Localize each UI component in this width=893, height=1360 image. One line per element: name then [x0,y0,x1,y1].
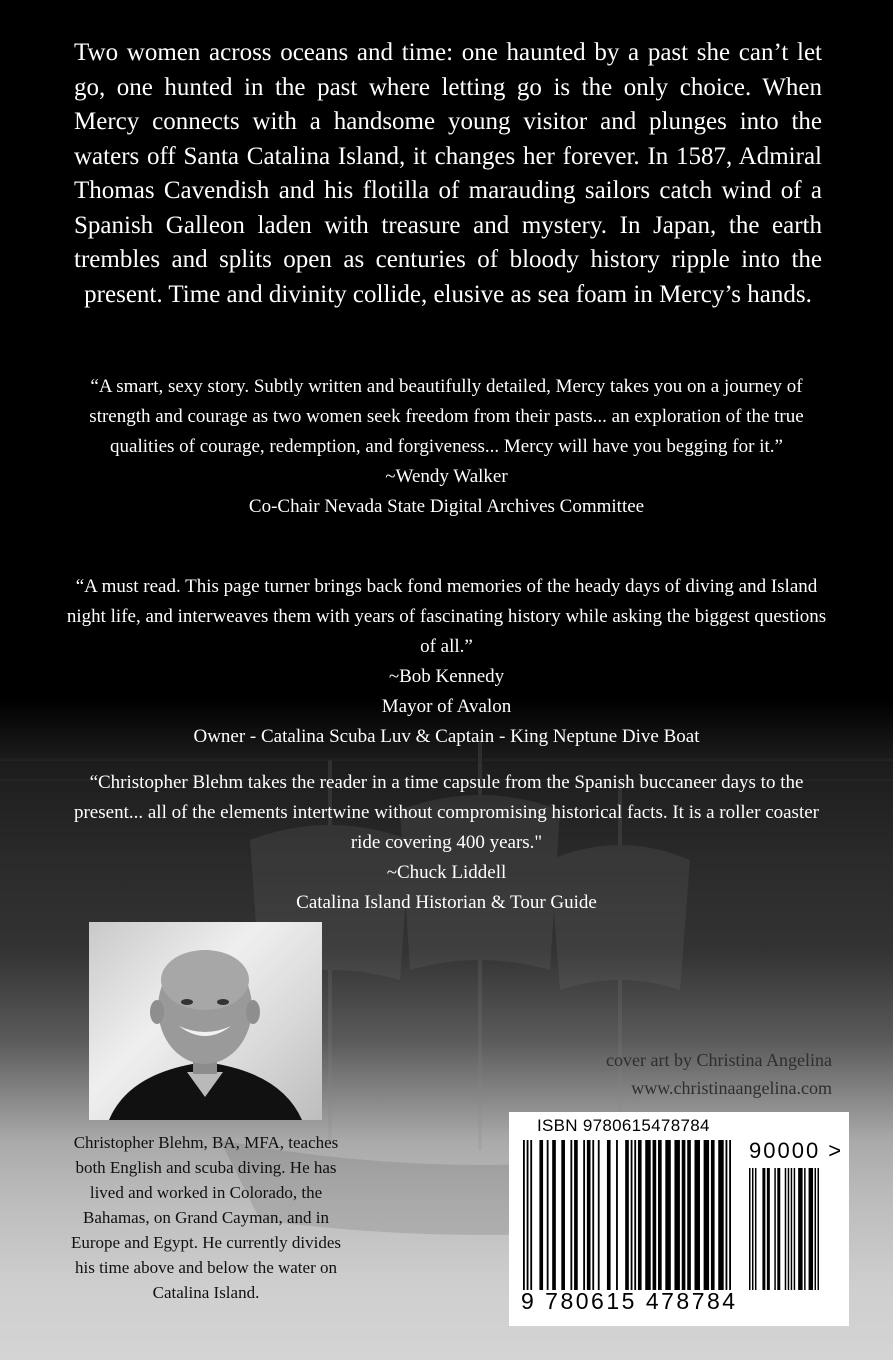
barcode-bar [645,1140,650,1290]
barcode-bar [752,1168,753,1290]
barcode-bar [634,1140,636,1290]
barcode-bar [718,1140,723,1290]
barcode-bar [552,1140,556,1290]
barcode-bar [539,1140,543,1290]
barcode-bar [658,1140,662,1290]
barcode-bar [729,1140,731,1290]
barcode-bar [665,1140,670,1290]
barcode-bar [674,1140,679,1290]
barcode-bar [704,1140,709,1290]
barcode-bar [583,1140,585,1290]
barcode-bar [625,1140,629,1290]
barcode-bar [587,1140,591,1290]
review-quote-author-title: Co-Chair Nevada State Digital Archives Committee [248,496,645,517]
barcode-bar [570,1140,572,1290]
barcode-bar [561,1140,565,1290]
book-blurb: Two women across oceans and time: one haunted by a past she can’t let go, one hunted in the past where letting go is the only choice. When Mercy connects with a handsome young visitor and plunges into the waters off Santa Catalina Island, it changes her forever. In 1587, Admiral Thomas Cavendish and his flotilla of marauding sailors catch wind of a Spanish Galleon laden with treasure and mystery. In Japan, the earth trembles and splits open as centuries of bloody history ripple into the present. Time and divinity collide, elusive as sea foam in Mercy’s hands. [74,39,822,308]
review-quote-3 [60,768,833,918]
barcode-bar [574,1140,578,1290]
barcode-bar [749,1168,750,1290]
review-quote-author-title: Catalina Island Historian & Tour Guide [296,892,597,913]
isbn-label: ISBN 9780615478784 [537,1116,710,1135]
review-quote-2 [60,572,833,752]
cover-art-credit [500,1046,832,1102]
barcode-bar [527,1140,529,1290]
barcode-bar [616,1140,618,1290]
barcode-bar [687,1140,691,1290]
barcode-bar [791,1168,792,1290]
review-quote-author: ~Chuck Liddell [386,862,507,883]
barcode-bar [523,1140,525,1290]
author-photo [89,922,322,1120]
review-quote-1 [60,372,833,522]
barcode-bar [711,1140,715,1290]
ean-digits: 9 780615 478784 [521,1288,738,1314]
review-quote-text: “A smart, sexy story. Subtly written and beautifully detailed, Mercy takes you on a journey of strength and courage as two women seek freedom from their pasts... an exploration of the true qualities of courage, redemption, and forgiveness... Mercy will have you begging for it.” [89,376,804,457]
cover-art-credit-line: cover art by Christina Angelina [606,1050,832,1070]
barcode-bar [785,1168,786,1290]
barcode-bar [726,1140,728,1290]
barcode-bar [777,1168,780,1290]
barcode-bar [804,1168,805,1290]
barcode-bar [767,1168,770,1290]
barcode-bar [631,1140,633,1290]
author-bio: Christopher Blehm, BA, MFA, teaches both English and scuba diving. He has lived and worked in Colorado, the Bahamas, on Grand Cayman, and in Europe and Egypt. He currently divides his time above and below the water on Catalina Island. [70,1133,342,1302]
barcode-bar [809,1168,813,1290]
review-quote-author-title: Mayor of Avalon [381,696,512,717]
barcode-bar [815,1168,816,1290]
review-quote-author: ~Wendy Walker [385,466,508,487]
isbn-barcode [509,1112,849,1326]
barcode-bar [592,1140,594,1290]
barcode-bar [788,1168,789,1290]
barcode-bar [638,1140,642,1290]
review-quote-author-title-2: Owner - Catalina Scuba Luv & Captain - King Neptune Dive Boat [193,726,700,747]
review-quote-text: “A must read. This page turner brings back fond memories of the heady days of diving and Island night life, and interweaves them with years of fascinating history while asking the biggest questions of all.” [66,576,827,657]
barcode-bar [774,1168,775,1290]
barcode-bar [818,1168,819,1290]
review-quote-author: ~Bob Kennedy [388,666,505,687]
barcode-bar [653,1140,657,1290]
ean-barcode-bars [523,1140,731,1292]
addon-barcode-bars [749,1168,819,1292]
price-addon-number: 90000 > [749,1138,844,1163]
review-quote-text: “Christopher Blehm takes the reader in a time capsule from the Spanish buccaneer days to the present... all of the elements intertwine without compromising historical facts. It is a roller coaster ride covering 400 years." [73,772,819,853]
author-portrait-image [89,922,322,1120]
barcode-bar [547,1140,549,1290]
barcode-bar [695,1140,700,1290]
barcode-bar [794,1168,795,1290]
barcode-bar [682,1140,686,1290]
barcode-bar [798,1168,802,1290]
barcode-bar [755,1168,756,1290]
barcode-bar [607,1140,611,1290]
barcode-bar [762,1168,765,1290]
barcode-bar [530,1140,532,1290]
barcode-bar [598,1140,600,1290]
cover-art-website: www.christinaangelina.com [631,1078,832,1098]
